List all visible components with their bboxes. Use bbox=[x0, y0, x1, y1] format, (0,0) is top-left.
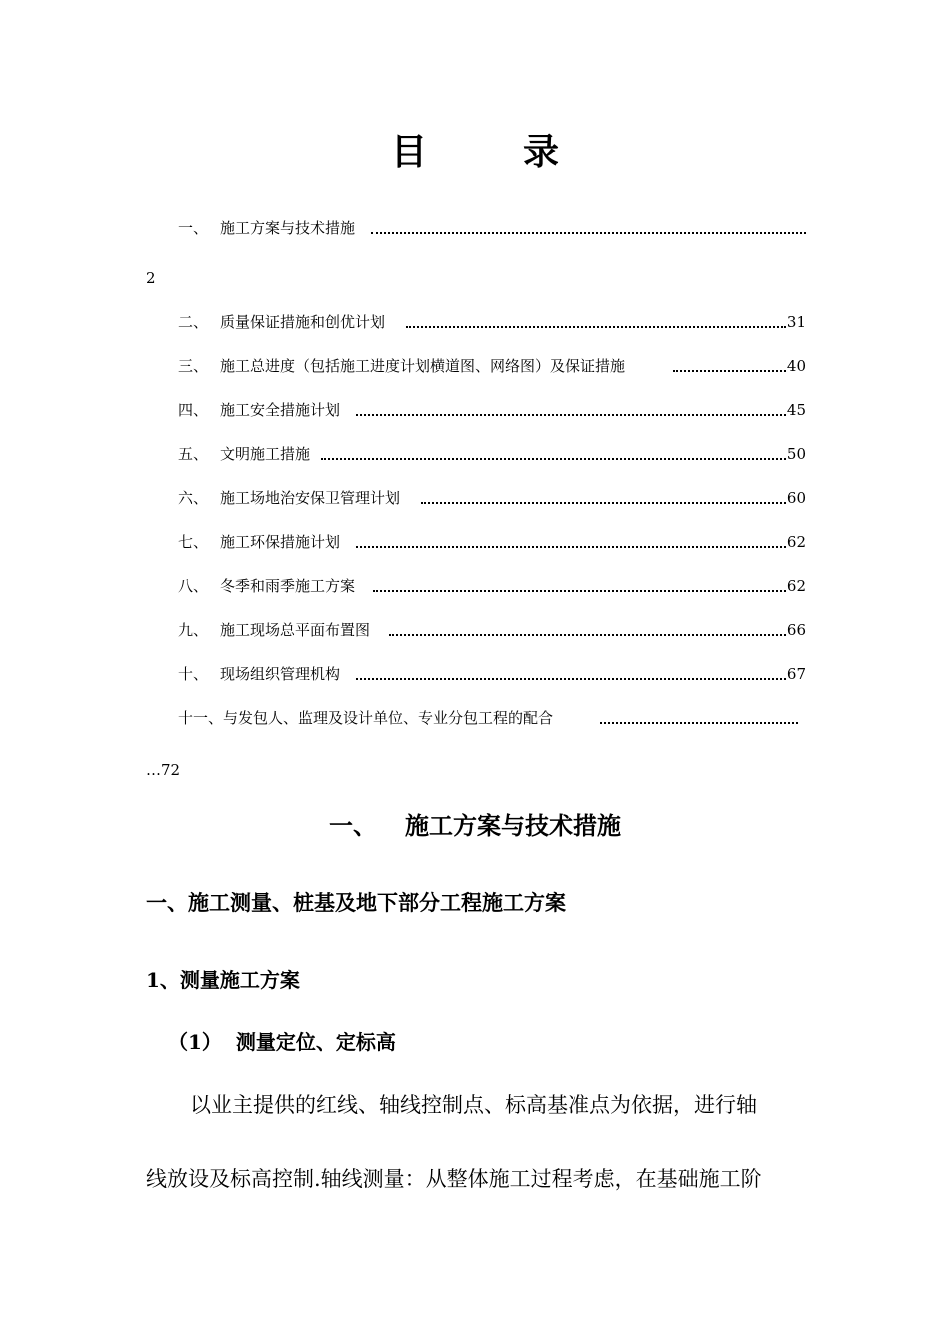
subsubsection-heading: 1、测量施工方案 bbox=[146, 968, 300, 992]
toc-dot-leader bbox=[356, 678, 786, 680]
toc-entry[interactable] bbox=[178, 216, 806, 240]
toc-entry-title: 施工场地治安保卫管理计划 bbox=[220, 489, 401, 507]
toc-dot-leader bbox=[600, 722, 798, 724]
toc-entry-number: 七、 bbox=[178, 533, 209, 551]
toc-entry-page-number: 40 bbox=[786, 354, 806, 378]
toc-entry[interactable] bbox=[178, 574, 806, 598]
toc-entry-title: 施工总进度（包括施工进度计划横道图、网络图）及保证措施 bbox=[220, 357, 626, 375]
toc-entry[interactable] bbox=[178, 662, 806, 686]
section-title: 施工方案与技术措施 bbox=[405, 811, 621, 840]
toc-dot-leader bbox=[321, 458, 786, 460]
toc-entry-title: 质量保证措施和创优计划 bbox=[220, 313, 386, 331]
section-heading bbox=[0, 810, 950, 842]
toc-dot-leader bbox=[389, 634, 786, 636]
toc-dot-leader bbox=[406, 326, 786, 328]
toc-entry-page-number: 62 bbox=[786, 530, 806, 554]
paragraph-line: 线放设及标高控制.轴线测量：从整体施工过程考虑，在基础施工阶 bbox=[146, 1167, 762, 1191]
toc-entry-title: 冬季和雨季施工方案 bbox=[220, 577, 356, 595]
item-heading bbox=[168, 1027, 396, 1057]
toc-entry-page-number: 60 bbox=[786, 486, 806, 510]
toc-entry-page-number: 67 bbox=[786, 662, 806, 686]
toc-entry-number: 一、 bbox=[178, 219, 209, 237]
item-title: 测量定位、定标高 bbox=[235, 1030, 396, 1054]
toc-entry[interactable] bbox=[178, 442, 806, 466]
toc-entry-title: 施工现场总平面布置图 bbox=[220, 621, 371, 639]
toc-entry-number: 六、 bbox=[178, 489, 209, 507]
toc-dot-leader bbox=[373, 590, 786, 592]
item-number: （1） bbox=[168, 1030, 222, 1054]
toc-entry[interactable] bbox=[178, 706, 798, 730]
toc-entry-number: 十一、 bbox=[178, 709, 224, 727]
toc-entry[interactable] bbox=[178, 310, 806, 334]
toc-entry-title: 施工方案与技术措施 bbox=[220, 219, 356, 237]
toc-entry-number: 四、 bbox=[178, 401, 209, 419]
toc-entry-title: 现场组织管理机构 bbox=[220, 665, 341, 683]
toc-entry-page-number: …72 bbox=[146, 761, 181, 779]
toc-title: 目 录 bbox=[390, 131, 589, 173]
toc-entry-title: 与发包人、监理及设计单位、专业分包工程的配合 bbox=[223, 709, 554, 727]
toc-entry-number: 二、 bbox=[178, 313, 209, 331]
subsection-heading: 一、施工测量、桩基及地下部分工程施工方案 bbox=[146, 890, 566, 915]
toc-entry[interactable] bbox=[178, 398, 806, 422]
toc-dot-leader bbox=[356, 546, 786, 548]
toc-entry-page-number: 31 bbox=[786, 310, 806, 334]
toc-entry-title: 施工安全措施计划 bbox=[220, 401, 341, 419]
section-number: 一、 bbox=[329, 811, 377, 840]
toc-dot-leader bbox=[673, 370, 786, 372]
toc-entry[interactable] bbox=[178, 618, 806, 642]
toc-entry-page-number: 50 bbox=[786, 442, 806, 466]
toc-entry-number: 八、 bbox=[178, 577, 209, 595]
toc-dot-leader bbox=[371, 232, 806, 234]
toc-entry-page-number: 66 bbox=[786, 618, 806, 642]
toc-entry-page-number: 62 bbox=[786, 574, 806, 598]
toc-dot-leader bbox=[356, 414, 786, 416]
toc-entry-page-number: 45 bbox=[786, 398, 806, 422]
toc-entry[interactable] bbox=[178, 354, 806, 378]
toc-entry-number: 三、 bbox=[178, 357, 209, 375]
toc-entry-number: 五、 bbox=[178, 445, 209, 463]
toc-entry-number: 九、 bbox=[178, 621, 209, 639]
paragraph-line: 以业主提供的红线、轴线控制点、标高基准点为依据，进行轴 bbox=[190, 1093, 757, 1117]
toc-entry[interactable] bbox=[178, 530, 806, 554]
toc-entry-number: 十、 bbox=[178, 665, 209, 683]
toc-entry[interactable] bbox=[178, 486, 806, 510]
toc-entry-page-number: 2 bbox=[146, 269, 156, 287]
toc-entry-title: 文明施工措施 bbox=[220, 445, 311, 463]
toc-entry-title: 施工环保措施计划 bbox=[220, 533, 341, 551]
toc-dot-leader bbox=[421, 502, 786, 504]
